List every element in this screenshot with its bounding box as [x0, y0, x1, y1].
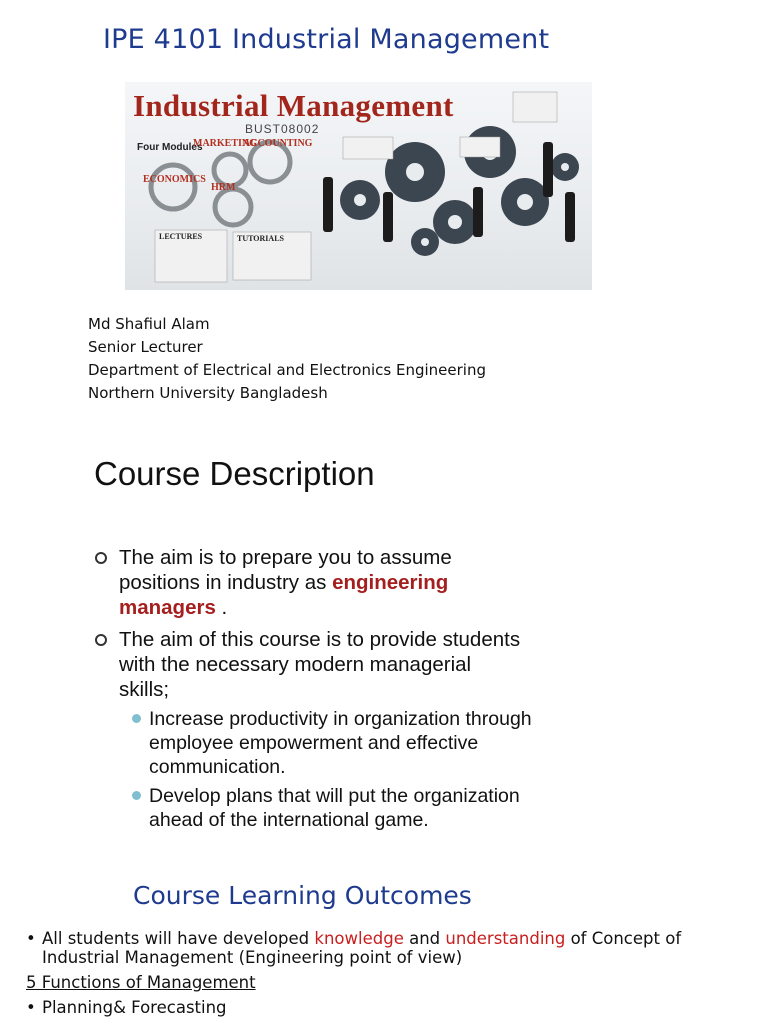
banner-course-code: BUST08002 [245, 122, 320, 136]
learning-outcomes-title: Course Learning Outcomes [133, 881, 472, 910]
banner-tutorials: TUTORIALS [237, 234, 284, 243]
banner-module-marketing: MARKETING [193, 138, 257, 149]
course-description-title: Course Description [94, 455, 375, 492]
course-banner-image [125, 82, 592, 290]
author-block [88, 313, 486, 405]
bullet-ring-icon [95, 552, 107, 564]
banner-module-accounting: ACCOUNTING [243, 138, 313, 149]
bullet-ring-icon [95, 634, 107, 646]
page-title: IPE 4101 Industrial Management [103, 24, 550, 55]
banner-module-economics: ECONOMICS [143, 174, 206, 185]
sub-bullet-dot-icon [132, 714, 141, 723]
banner-title: Industrial Management [133, 88, 454, 123]
author-university: Northern University Bangladesh [88, 384, 328, 402]
sub-bullet-dot-icon [132, 791, 141, 800]
outcome-item-1: All students will have developed knowledge and understanding of Concept of Industrial Management (Engineering point of view) [42, 929, 682, 967]
function-item-1: Planning& Forecasting [42, 998, 227, 1017]
outcome-bullet-icon: • [26, 998, 36, 1017]
author-name: Md Shafiul Alam [88, 315, 210, 333]
banner-four-modules: Four Modules [137, 142, 203, 153]
banner-lectures: LECTURES [159, 232, 203, 241]
banner-module-hrm: HRM [211, 182, 236, 193]
author-department: Department of Electrical and Electronics Engineering [88, 361, 486, 379]
functions-heading: 5 Functions of Management [26, 973, 256, 992]
description-bullet-1: The aim is to prepare you to assume positions in industry as engineering managers . [119, 546, 452, 619]
author-position: Senior Lecturer [88, 338, 203, 356]
outcome-bullet-icon: • [26, 929, 36, 948]
description-sub-bullet-2: Develop plans that will put the organization ahead of the international game. [149, 785, 520, 831]
description-sub-bullet-1: Increase productivity in organization through employee empowerment and effective communication. [149, 708, 532, 778]
description-bullet-2: The aim of this course is to provide students with the necessary modern managerial skills; [119, 628, 521, 701]
